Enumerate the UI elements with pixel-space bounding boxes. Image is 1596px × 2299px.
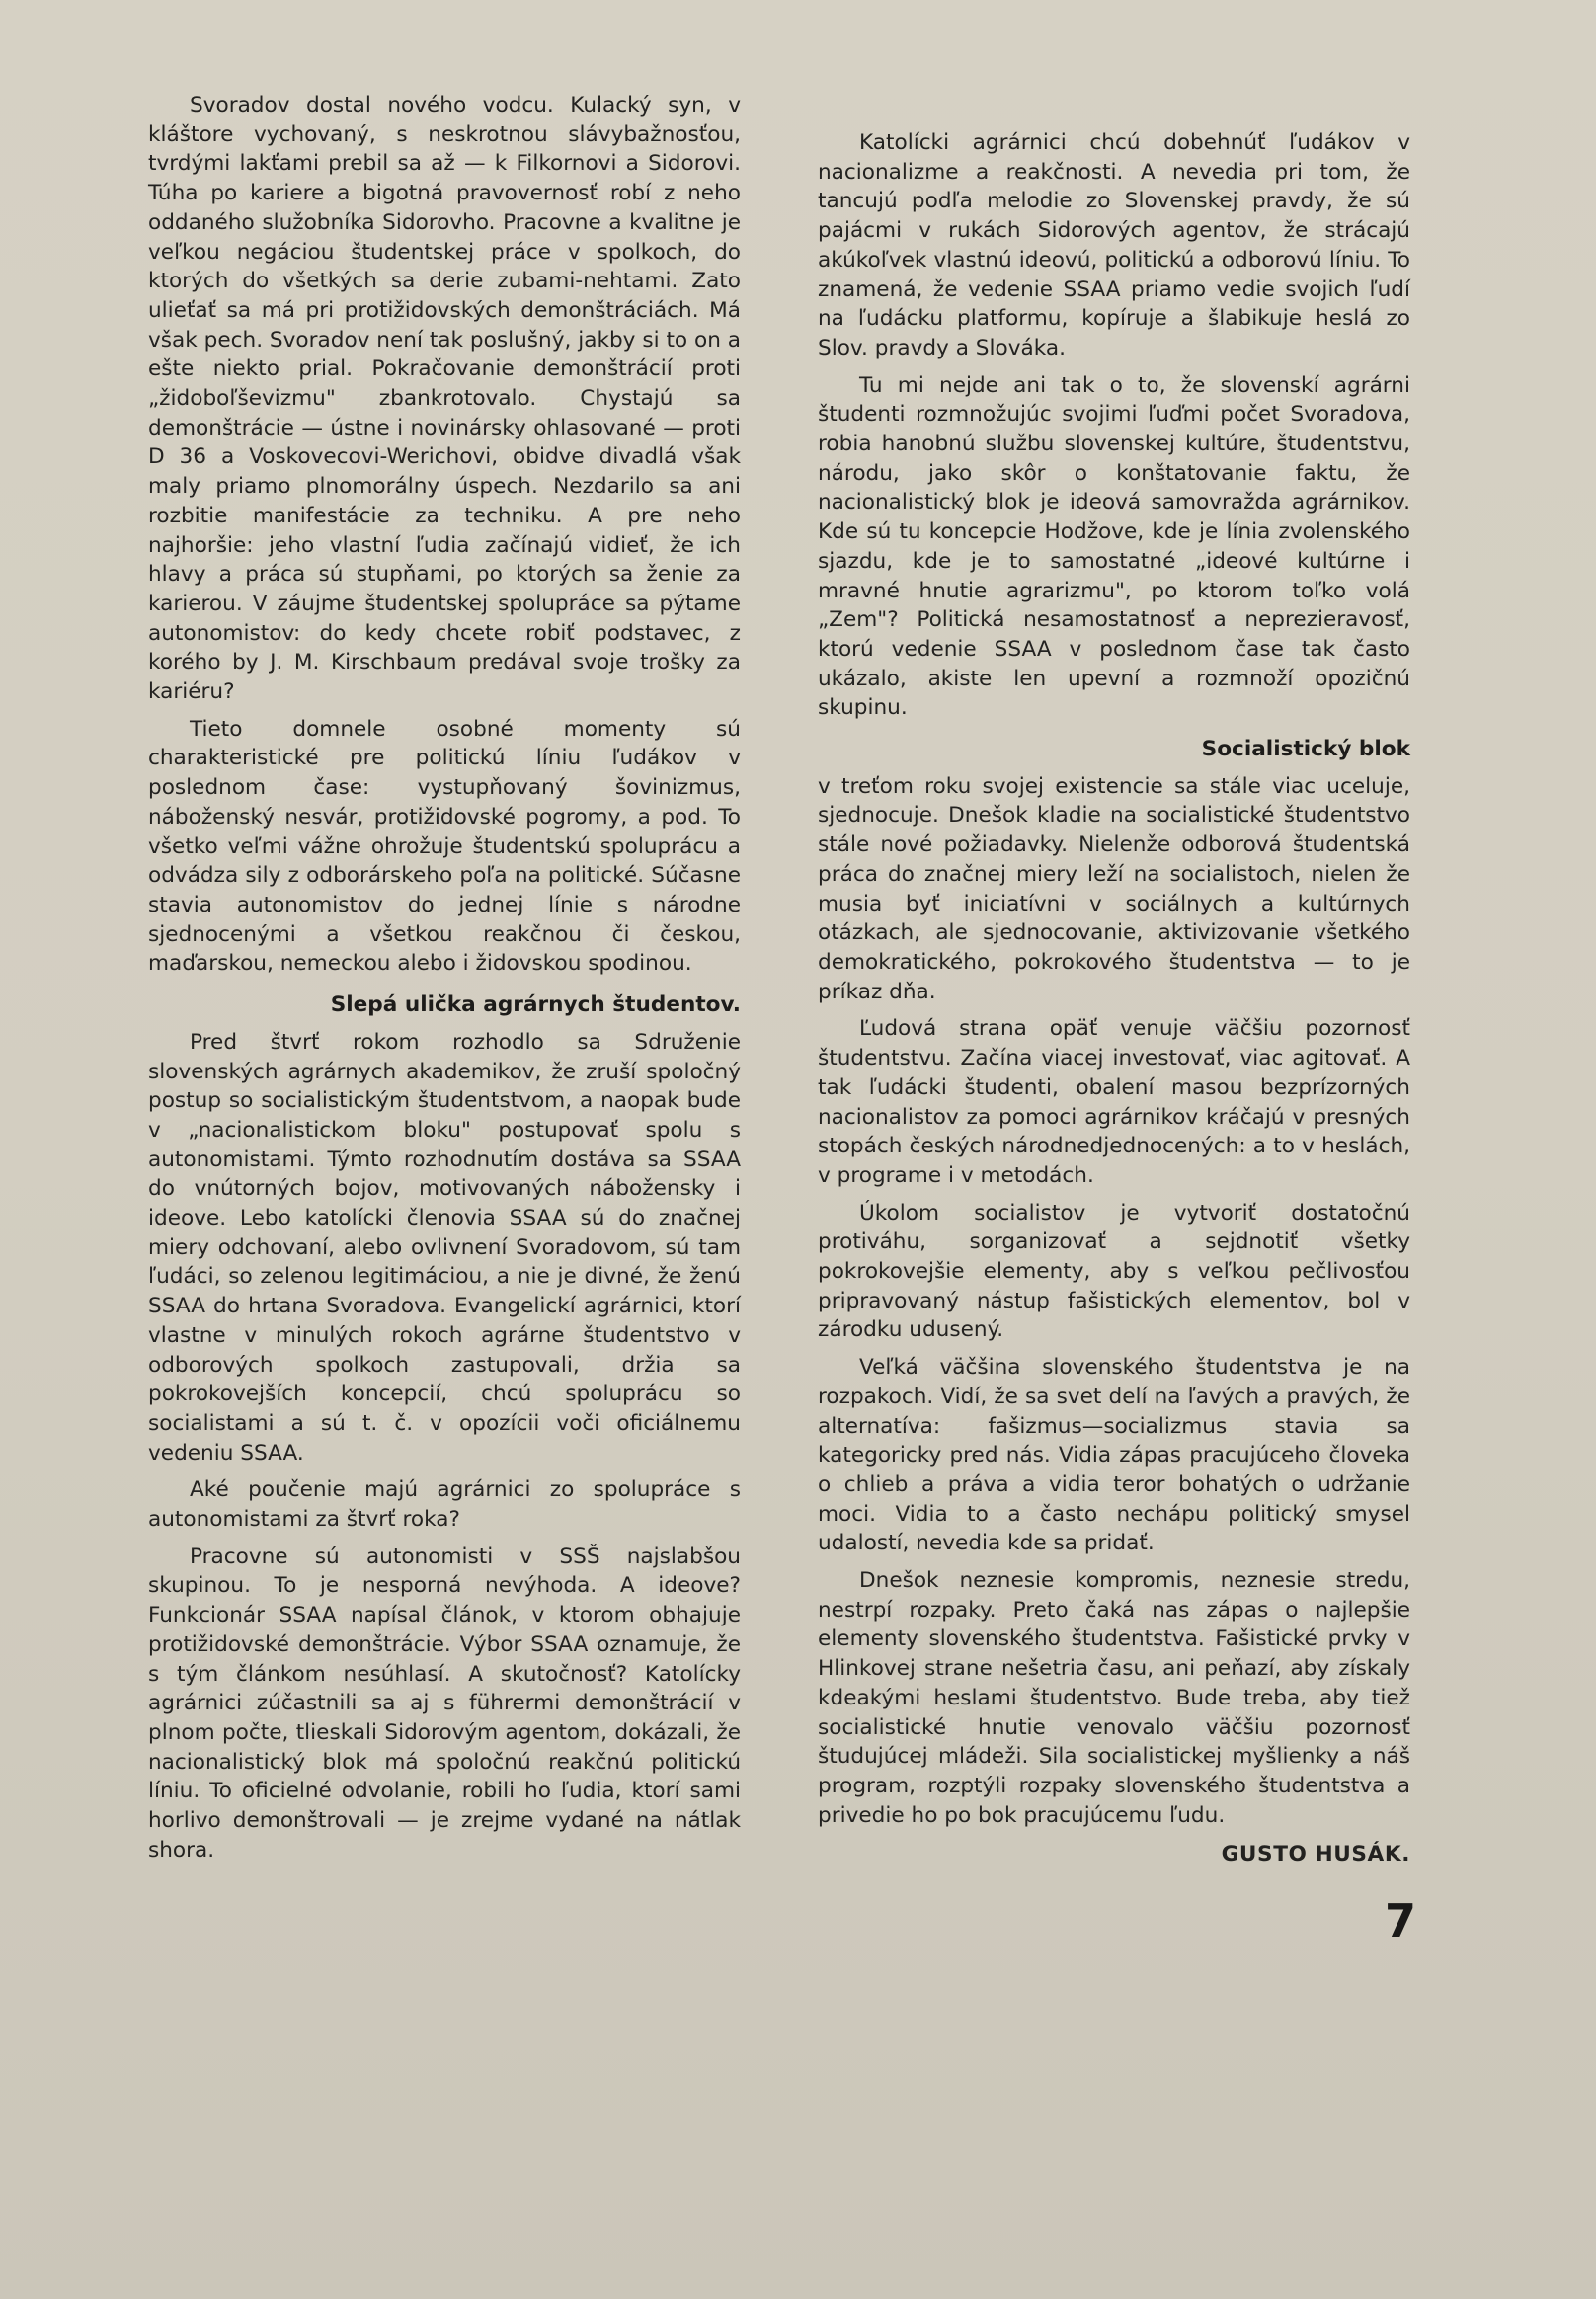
page-number: 7 bbox=[1385, 1894, 1417, 1947]
paragraph: Tieto domnele osobné momenty sú charakteristické pre politickú líniu ľudákov v poslednom čase: vystupňovaný šovinizmus, náboženský nesvár, protižidovské pogromy, a pod. To všetko veľmi vážne ohrožuje študentskú spoluprácu a odvádza sily z odborárskeho poľa na politické. Súčasne stavia autonomistov do jednej línie s národne sjednocenými a všetkou reakčnou či českou, maďarskou, nemeckou alebo i židovskou spodinou. bbox=[148, 716, 741, 977]
paragraph: Pracovne sú autonomisti v SSŠ najslabšou skupinou. To je nesporná nevýhoda. A ideove? Funkcionár SSAA napísal článok, v ktorom obhajuje protižidovské demonštrácie. Výbor SSAA oznamuje, že s tým článkom nesúhlasí. A skutočnosť? Katolícky agrárnici zúčastnili sa aj s führermi demonštrácií v plnom počte, tlieskali Sidorovým agentom, dokázali, že nacionalistický blok má spoločnú reakčnú politickú líniu. To oficielné odvolanie, robili ho ľudia, ktorí sami horlivo demonštrovali — je zrejme vydané na nátlak shora. bbox=[148, 1544, 741, 1863]
paragraph: Svoradov dostal nového vodcu. Kulacký syn, v kláštore vychovaný, s neskrotnou slávybažnosťou, tvrdými lakťami prebil sa až — k Filkornovi a Sidorovi. Túha po kariere a bigotná pravovernosť robí z neho oddaného služobníka Sidorovho. Pracovne a kvalitne je veľkou negáciou študentskej práce v spolkoch, do ktorých do všetkých sa derie zubami-nehtami. Zato ulieťať sa má pri protižidovských demonštráciách. Má však pech. Svoradov není tak poslušný, jakby si to on a ešte niekto prial. Pokračovanie demonštrácií proti „židoboľševizmu" zbankrotovalo. Chystajú sa demonštrácie — ústne i novinársky ohlasované — proti D 36 a Voskovecovi-Werichovi, obidve divadlá však maly priamo plnomorálny úspech. Nezdarilo sa ani rozbitie manifestácie za techniku. A pre neho najhoršie: jeho vlastní ľudia začínajú vidieť, že ich hlavy a práca sú stupňami, po ktorých sa ženie za karierou. V záujme študentskej spolupráce sa pýtame autonomistov: do kedy chcete robiť podstavec, z korého by J. M. Kirschbaum predával svoje trošky za kariéru? bbox=[148, 93, 741, 705]
right-column bbox=[818, 128, 1410, 1869]
paragraph: Aké poučenie majú agrárnici zo spolupráce s autonomistami za štvrť roka? bbox=[148, 1477, 741, 1533]
left-column bbox=[148, 91, 741, 1872]
paragraph: Veľká väčšina slovenského študentstva je na rozpakoch. Vidí, že sa svet delí na ľavých a pravých, že alternatíva: fašizmus—socializmus stavia sa kategoricky pred nás. Vidia zápas pracujúceho človeka o chlieb a práva a vidia teror bohatých o udržanie moci. Vidia to a často nechápu politický smysel udalostí, nevedia kde sa pridať. bbox=[818, 1355, 1410, 1556]
paragraph: Úkolom socialistov je vytvoriť dostatočnú protiváhu, sorganizovať a sejdnotiť všetky pokrokovejšie elementy, aby s veľkou pečlivosťou pripravovaný nástup fašistických elementov, bol v zárodku udusený. bbox=[818, 1200, 1410, 1343]
paragraph: Tu mi nejde ani tak o to, že slovenskí agrárni študenti rozmnožujúc svojimi ľuďmi počet Svoradova, robia hanobnú službu slovenskej kultúre, študentstvu, národu, jako skôr o konštatovanie faktu, že nacionalistický blok je ideová samovražda agrárnikov. Kde sú tu koncepcie Hodžove, kde je línia zvolenského sjazdu, kde je to samostatné „ideové kultúrne i mravné hnutie agrarizmu", po ktorom toľko volá „Zem"? Politická nesamostatnosť a neprezieravosť, ktorú vedenie SSAA v poslednom čase tak často ukázalo, akiste len upevní a rozmnoží opozičnú skupinu. bbox=[818, 372, 1410, 721]
author-signature: GUSTO HUSÁK. bbox=[1221, 1842, 1410, 1867]
section-heading-socialist: Socialistický blok bbox=[1201, 737, 1410, 762]
paragraph: v treťom roku svojej existencie sa stále viac uceluje, sjednocuje. Dnešok kladie na socialistické študentstvo stále nové požiadavky. Nielenže odborová študentská práca do značnej miery leží na socialistoch, nielen že musia byť iniciatívni v sociálnych a kultúrnych otázkach, ale sjednocovanie, aktivizovanie všetkého demokratického, pokrokového študentstva — to je príkaz dňa. bbox=[818, 773, 1410, 1004]
paragraph: Pred štvrť rokom rozhodlo sa Sdruženie slovenských agrárnych akademikov, že zruší spoločný postup so socialistickým študentstvom, a naopak bude v „nacionalistickom bloku" postupovať spolu s autonomistami. Týmto rozhodnutím dostáva sa SSAA do vnútorných bojov, motivovaných nábožensky i ideove. Lebo katolícki členovia SSAA sú do značnej miery odchovaní, alebo ovlivnení Svoradovom, sú tam ľudáci, so zelenou legitimáciou, a nie je divné, že ženú SSAA do hrtana Svoradova. Evangelickí agrárnici, ktorí vlastne v minulých rokoch agrárne študentstvo v odborových spolkoch zastupovali, držia sa pokrokovejších koncepcií, chcú spoluprácu so socialistami a sú t. č. v opozícii voči oficiálnemu vedeniu SSAA. bbox=[148, 1029, 741, 1466]
section-heading-agrarian: Slepá ulička agrárnych študentov. bbox=[330, 992, 741, 1018]
paragraph: Dnešok neznesie kompromis, neznesie stredu, nestrpí rozpaky. Preto čaká nas zápas o najlepšie elementy slovenského študentstva. Fašistické prvky v Hlinkovej strane nešetria času, ani peňazí, aby získaly kdeakými heslami študentstvo. Bude treba, aby tiež socialistické hnutie venovalo väčšiu pozornosť študujúcej mládeži. Sila socialistickej myšlienky a náš program, rozptýli rozpaky slovenského študentstva a privedie ho po bok pracujúcemu ľudu. bbox=[818, 1568, 1410, 1828]
paragraph: Katolícki agrárnici chcú dobehnúť ľudákov v nacionalizme a reakčnosti. A nevedia pri tom, že tancujú podľa melodie zo Slovenskej pravdy, že sú pajácmi v rukách Sidorových agentov, že strácajú akúkoľvek vlastnú ideovú, politickú a odborovú líniu. To znamená, že vedenie SSAA priamo vedie svojich ľudí na ľudácku platformu, kopíruje a šlabikuje heslá zo Slov. pravdy a Slováka. bbox=[818, 130, 1410, 360]
paragraph: Ľudová strana opäť venuje väčšiu pozornosť študentstvu. Začína viacej investovať, viac agitovať. A tak ľudácki študenti, obalení masou bezprízorných nacionalistov za pomoci agrárnikov kráčajú v presných stopách českých národnedjednocených: a to v heslách, v programe i v metodách. bbox=[818, 1016, 1410, 1188]
